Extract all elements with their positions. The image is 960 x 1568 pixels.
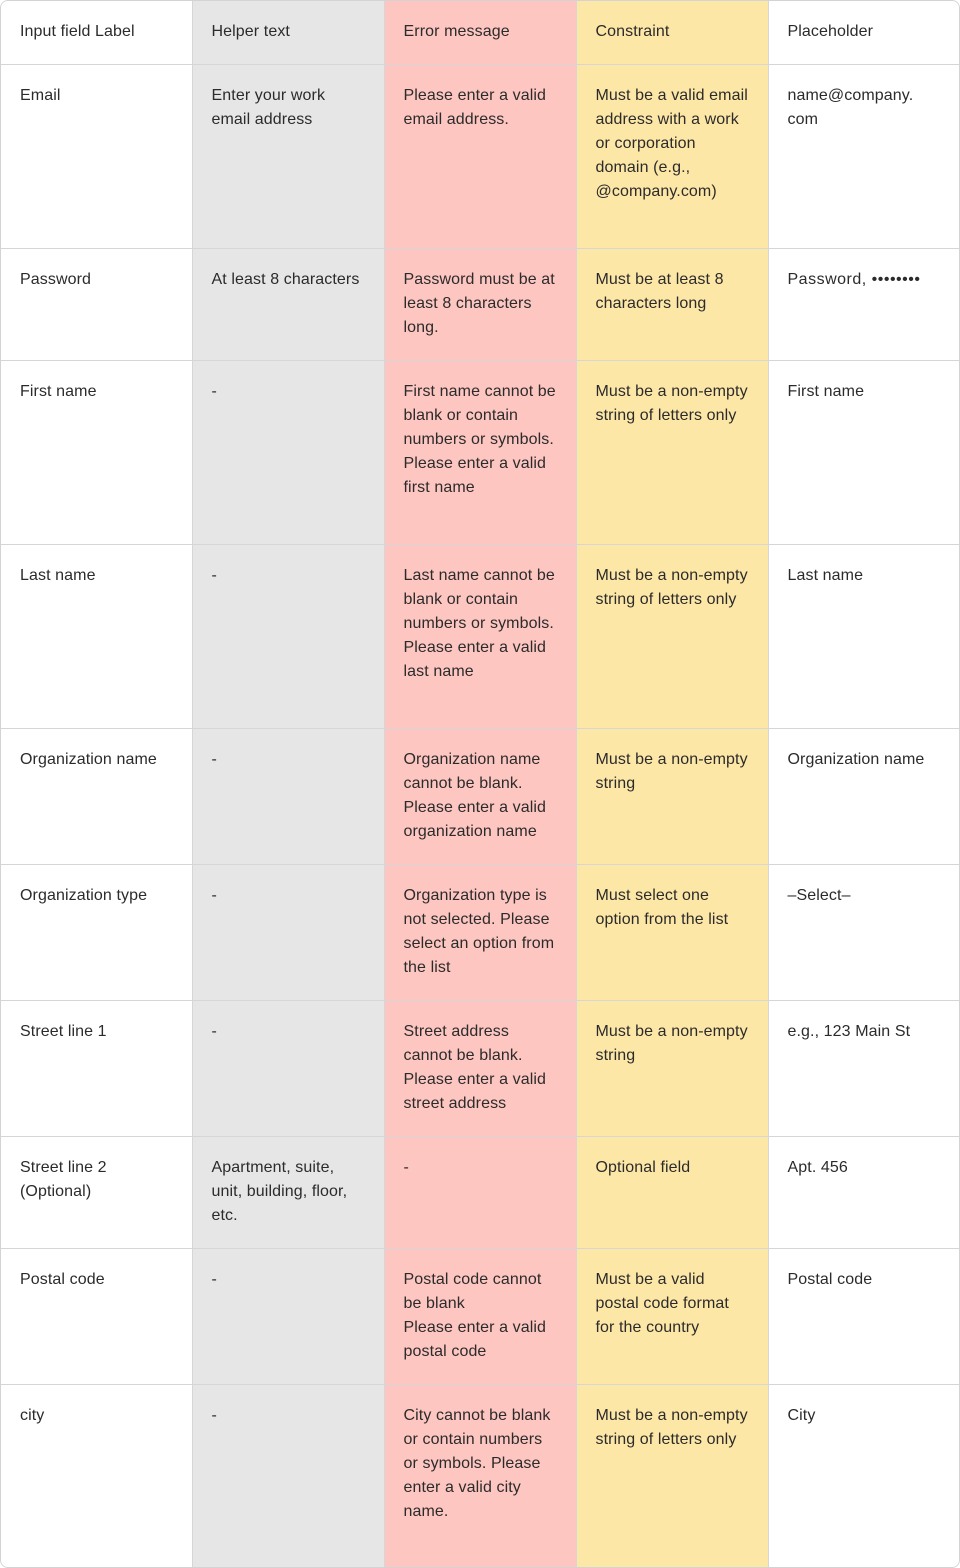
table-row [1, 1136, 959, 1248]
cell-label: First name [1, 360, 192, 544]
header-constraint: Constraint [576, 1, 768, 64]
header-error-message: Error message [384, 1, 576, 64]
cell-placeholder: Apt. 456 [768, 1136, 959, 1248]
cell-placeholder: Password, •••••••• [768, 248, 959, 360]
cell-constraint: Must be a valid email address with a work or corporation domain (e.g., @company.com) [576, 64, 768, 248]
cell-error: Password must be at least 8 characters long. [384, 248, 576, 360]
cell-error: Please enter a valid email address. [384, 64, 576, 248]
cell-placeholder: –Select– [768, 864, 959, 1000]
cell-constraint: Optional field [576, 1136, 768, 1248]
table-row [1, 544, 959, 728]
cell-helper: - [192, 1000, 384, 1136]
cell-error: Postal code cannot be blank Please enter a valid postal code [384, 1248, 576, 1384]
table-row [1, 1248, 959, 1384]
cell-label: city [1, 1384, 192, 1567]
table-row [1, 864, 959, 1000]
cell-constraint: Must be a non-empty string of letters only [576, 1384, 768, 1567]
table-body [1, 64, 959, 1567]
cell-constraint: Must be a valid postal code format for the country [576, 1248, 768, 1384]
cell-helper: - [192, 1384, 384, 1567]
cell-error: City cannot be blank or contain numbers or symbols. Please enter a valid city name. [384, 1384, 576, 1567]
cell-error: Organization name cannot be blank. Please enter a valid organization name [384, 728, 576, 864]
cell-helper: - [192, 544, 384, 728]
cell-helper: - [192, 1248, 384, 1384]
cell-error: Last name cannot be blank or contain numbers or symbols. Please enter a valid last name [384, 544, 576, 728]
table-row [1, 360, 959, 544]
cell-label: Street line 1 [1, 1000, 192, 1136]
cell-constraint: Must be a non-empty string of letters only [576, 544, 768, 728]
table-row [1, 248, 959, 360]
cell-error: Organization type is not selected. Please select an option from the list [384, 864, 576, 1000]
table-row [1, 1384, 959, 1567]
cell-helper: Apartment, suite, unit, building, floor, etc. [192, 1136, 384, 1248]
cell-error: - [384, 1136, 576, 1248]
header-placeholder: Placeholder [768, 1, 959, 64]
cell-constraint: Must select one option from the list [576, 864, 768, 1000]
validation-table [1, 1, 959, 1567]
cell-helper: - [192, 360, 384, 544]
cell-constraint: Must be a non-empty string of letters only [576, 360, 768, 544]
cell-placeholder: Postal code [768, 1248, 959, 1384]
cell-helper: - [192, 864, 384, 1000]
cell-placeholder: Last name [768, 544, 959, 728]
cell-label: Password [1, 248, 192, 360]
cell-label: Organization name [1, 728, 192, 864]
table-row [1, 728, 959, 864]
cell-helper: Enter your work email address [192, 64, 384, 248]
header-row [1, 1, 959, 64]
header-input-field-label: Input field Label [1, 1, 192, 64]
cell-helper: At least 8 characters [192, 248, 384, 360]
cell-label: Last name [1, 544, 192, 728]
cell-constraint: Must be a non-empty string [576, 1000, 768, 1136]
cell-label: Organization type [1, 864, 192, 1000]
cell-label: Email [1, 64, 192, 248]
cell-helper: - [192, 728, 384, 864]
cell-label: Street line 2 (Optional) [1, 1136, 192, 1248]
cell-error: First name cannot be blank or contain numbers or symbols. Please enter a valid first name [384, 360, 576, 544]
header-helper-text: Helper text [192, 1, 384, 64]
cell-error: Street address cannot be blank. Please enter a valid street address [384, 1000, 576, 1136]
table-row [1, 64, 959, 248]
table-row [1, 1000, 959, 1136]
cell-placeholder: City [768, 1384, 959, 1567]
cell-constraint: Must be at least 8 characters long [576, 248, 768, 360]
cell-label: Postal code [1, 1248, 192, 1384]
cell-placeholder: name@company. com [768, 64, 959, 248]
cell-placeholder: First name [768, 360, 959, 544]
cell-placeholder: Organization name [768, 728, 959, 864]
cell-placeholder: e.g., 123 Main St [768, 1000, 959, 1136]
table-header [1, 1, 959, 64]
cell-constraint: Must be a non-empty string [576, 728, 768, 864]
